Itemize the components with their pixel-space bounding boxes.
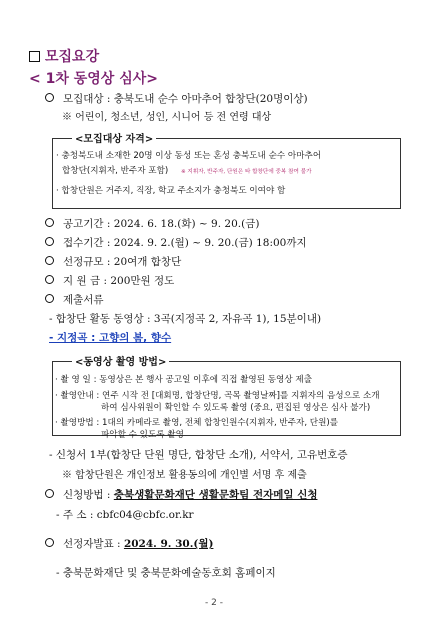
page-number: - 2 -	[205, 598, 223, 608]
checkbox-icon	[29, 51, 40, 62]
qualification-item-1b	[62, 164, 312, 176]
schedule-label: 지 원 금	[63, 275, 101, 287]
video-row-2b: 하여 심사위원이 확인할 수 있도록 촬영 (중요, 편집된 영상은 심사 불가)	[101, 403, 371, 413]
video-row-3b: 파악할 수 있도록 촬영	[101, 430, 184, 440]
schedule-label: 공고기간	[63, 218, 104, 230]
circle-bullet-icon	[45, 538, 54, 547]
video-row-3	[55, 416, 338, 428]
qualification-item-1: · 충청북도내 소재한 20명 이상 동성 또는 혼성 충북도내 순수 아마추어	[56, 151, 322, 161]
schedule-row-scale: 선정규모 : 20여개 합창단	[45, 254, 181, 269]
video-row-label: · 촬영안내 :	[55, 391, 100, 401]
circle-bullet-icon	[45, 294, 54, 303]
video-row-2	[55, 389, 380, 401]
method-line	[45, 487, 317, 502]
video-row-text: 동영상은 본 행사 공고일 이후에 직접 촬영된 동영상 제출	[99, 375, 312, 385]
documents-video: - 합창단 활동 동영상 : 3곡(지정곡 2, 자유곡 1), 15분이내)	[49, 313, 322, 325]
email-address[interactable]: cbfc04@cbfc.or.kr	[96, 509, 194, 521]
announcement-label: 선정자발표 :	[63, 538, 124, 550]
announcement-date: 2024. 9. 30.(월)	[123, 538, 214, 550]
subheading: < 1차 동영상 심사>	[29, 71, 158, 87]
schedule-value: 200만원 정도	[110, 275, 175, 287]
announcement-where: - 충북문화재단 및 충북문화예술동호회 홈페이지	[56, 567, 276, 579]
qualification-item-1b-text: 합창단(지휘자, 반주자 포함)	[62, 166, 169, 176]
documents-heading	[45, 292, 104, 307]
qualification-box-title: <모집대상 자격>	[72, 130, 156, 145]
video-row-1	[55, 373, 312, 385]
section-heading-text: 모집요강	[45, 49, 100, 65]
application-docs: - 신청서 1부(합창단 단원 명단, 합창단 소개), 서약서, 고유번호증	[49, 449, 348, 461]
address-line	[56, 507, 194, 522]
schedule-value: 2024. 9. 2.(월) ~ 9. 20.(금) 18:00까지	[113, 237, 307, 249]
schedule-value: 20여개 합창단	[113, 256, 182, 268]
schedule-label: 선정규모	[63, 256, 104, 268]
privacy-note: ※ 합창단원은 개인정보 활용동의에 개인별 서명 후 제출	[62, 470, 307, 481]
circle-bullet-icon	[45, 218, 54, 227]
address-label: - 주 소 :	[56, 509, 97, 521]
schedule-row-announce: 공고기간 : 2024. 6. 18.(화) ~ 9. 20.(금)	[45, 216, 259, 231]
target-text: 모집대상 : 충북도내 순수 아마추어 합창단(20명이상)	[63, 93, 308, 105]
video-box-title: <동영상 촬영 방법>	[72, 353, 169, 368]
method-value: 충북생활문화재단 생활문화팀 전자메일 신청	[113, 489, 318, 501]
documents-label: 제출서류	[63, 294, 104, 306]
target-line	[45, 91, 308, 106]
documents-designated: - 지정곡 : 고향의 봄, 향수	[49, 332, 172, 344]
target-note: ※ 어린이, 청소년, 성인, 시니어 등 전 연령 대상	[62, 112, 272, 123]
schedule-value: 2024. 6. 18.(화) ~ 9. 20.(금)	[113, 218, 260, 230]
schedule-label: 접수기간	[63, 237, 104, 249]
schedule-row-receipt: 접수기간 : 2024. 9. 2.(월) ~ 9. 20.(금) 18:00까지	[45, 235, 307, 250]
method-label: 신청방법 :	[63, 489, 114, 501]
circle-bullet-icon	[45, 489, 54, 498]
circle-bullet-icon	[45, 256, 54, 265]
video-row-label: · 촬 영 일 :	[55, 375, 97, 385]
circle-bullet-icon	[45, 275, 54, 284]
circle-bullet-icon	[45, 93, 54, 102]
video-row-label: · 촬영방법 :	[55, 418, 100, 428]
schedule-row-support: 지 원 금 : 200만원 정도	[45, 273, 174, 288]
section-heading	[29, 46, 99, 66]
qualification-note: ※ 지휘자, 반주자, 단원은 타 합창단에 중복 참여 불가	[180, 169, 312, 175]
video-row-text: 1대의 카메라로 촬영, 전체 합창인원수(지휘자, 반주자, 단원)를	[102, 418, 339, 428]
qualification-item-2: · 합창단원은 거주지, 직장, 학교 주소지가 충청북도 이여야 함	[56, 186, 286, 196]
video-row-text: 연주 시작 전 [대회명, 합창단명, 곡목 촬영날짜]를 지휘자의 음성으로 소개	[102, 391, 380, 401]
announcement-line	[45, 536, 213, 551]
circle-bullet-icon	[45, 237, 54, 246]
